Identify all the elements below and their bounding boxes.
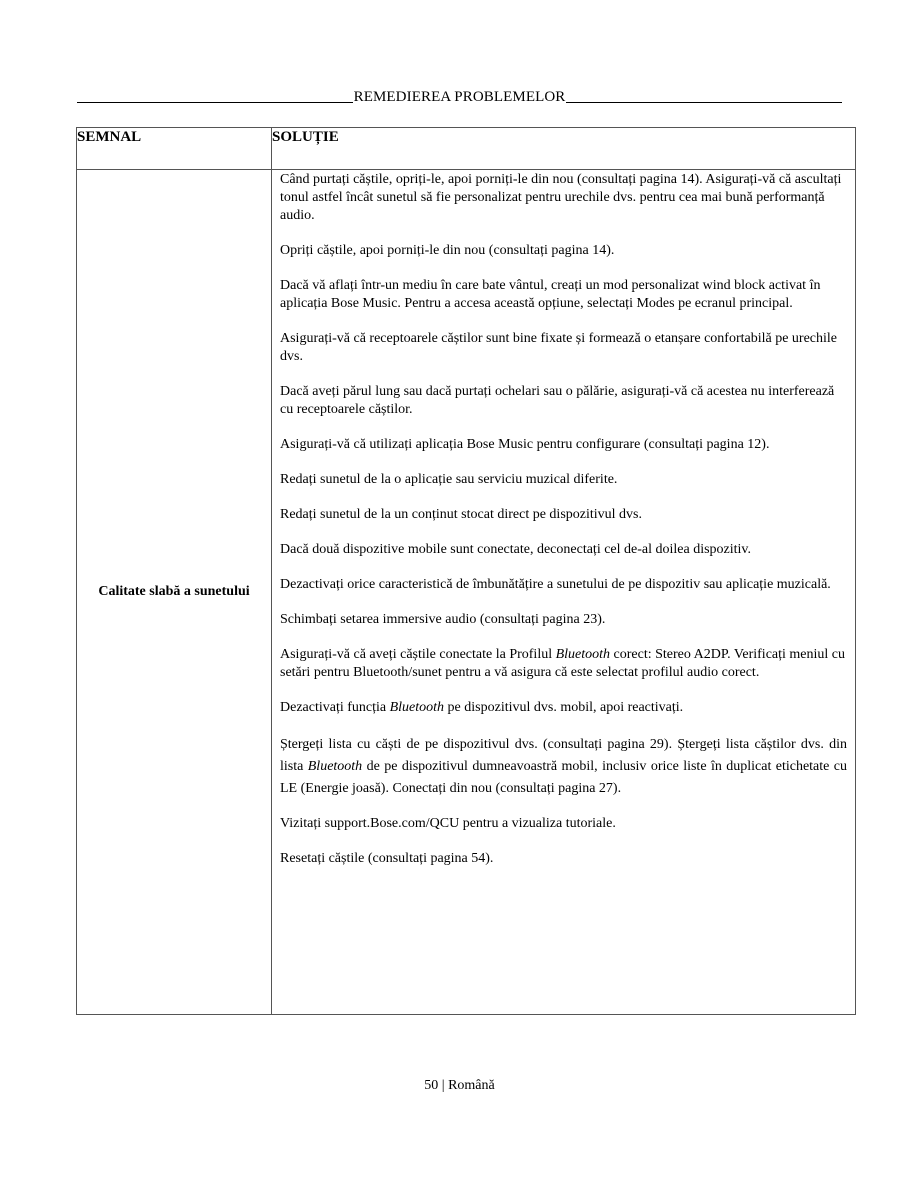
solution-item: Opriți căștile, apoi porniți-le din nou (consultați pagina 14). <box>280 243 615 258</box>
solution-item: Dacă vă aflați într-un mediu în care bate vântul, creați un mod personalizat wind block activat în aplicația Bose Music. Pentru a accesa această opțiune, selectați Modes pe ecranul principal. <box>280 278 821 311</box>
text-segment: corect: Stereo A2DP. Verificați meniul cu setări pentru Bluetooth/sunet pentru a vă asigura că este selectat profilul audio corect. <box>280 647 846 680</box>
solution-item: Când purtați căștile, opriți-le, apoi porniți-le din nou (consultați pagina 14). Asigurați-vă că ascultați tonul astfel încât sunetul să fie personalizat pentru urechile dvs. pentru cea mai bună performanță audio. <box>280 172 842 223</box>
text-segment: Ștergeți lista cu căști de pe dispozitivul dvs. (consultați pagina 29). Ștergeți lista căștilor dvs. din lista <box>280 737 847 774</box>
header-title: REMEDIEREA PROBLEMELOR <box>353 89 566 105</box>
bluetooth-term: Bluetooth <box>389 700 445 715</box>
bluetooth-term: Bluetooth <box>555 647 611 662</box>
footer-language: Română <box>448 1078 495 1093</box>
solution-item: Asigurați-vă că utilizați aplicația Bose Music pentru configurare (consultați pagina 12). <box>280 437 770 452</box>
solution-item-bluetooth-disable <box>280 699 847 717</box>
solution-item: Dacă două dispozitive mobile sunt conectate, deconectați cel de-al doilea dispozitiv. <box>280 542 752 557</box>
solution-item: Redați sunetul de la un conținut stocat direct pe dispozitivul dvs. <box>280 507 642 522</box>
text-segment: Asigurați-vă că aveți căștile conectate la Profilul <box>280 647 556 662</box>
table-header-row <box>77 128 856 170</box>
text-segment: Dezactivați funcția <box>280 700 390 715</box>
footer-separator: | <box>438 1078 449 1093</box>
solution-item: Resetați căștile (consultați pagina 54). <box>280 851 494 866</box>
solution-item-bluetooth-profile <box>280 646 847 682</box>
page-number: 50 <box>424 1078 439 1093</box>
signal-cell: Calitate slabă a sunetului <box>77 170 272 1015</box>
text-segment: pe dispozitivul dvs. mobil, apoi reactivați. <box>444 700 684 715</box>
solution-item: Vizitați support.Bose.com/QCU pentru a vizualiza tutoriale. <box>280 816 616 831</box>
column-header-solution: SOLUȚIE <box>272 128 856 170</box>
table-row <box>77 170 856 1015</box>
header-rule-right <box>566 102 842 103</box>
text-segment: de pe dispozitivul dumneavoastră mobil, inclusiv orice liste în duplicat etichetate cu LE (Energie joasă). Conectați din nou (consultați pagina 27). <box>280 759 847 796</box>
header-rule-left <box>77 102 353 103</box>
page-header <box>77 88 842 106</box>
page-footer <box>0 1078 919 1094</box>
solution-item: Redați sunetul de la o aplicație sau serviciu muzical diferite. <box>280 472 618 487</box>
solution-item: Dezactivați orice caracteristică de îmbunătățire a sunetului de pe dispozitiv sau aplicație muzicală. <box>280 577 831 592</box>
solution-item: Dacă aveți părul lung sau dacă purtați ochelari sau o pălărie, asigurați-vă că acestea nu interferează cu receptoarele căștilor. <box>280 384 835 417</box>
solution-item: Schimbați setarea immersive audio (consultați pagina 23). <box>280 612 606 627</box>
bluetooth-term: Bluetooth <box>307 759 363 774</box>
column-header-signal: SEMNAL <box>77 128 272 170</box>
solutions-cell <box>272 170 856 1015</box>
solution-item: Asigurați-vă că receptoarele căștilor sunt bine fixate și formează o etanșare confortabilă pe urechile dvs. <box>280 331 838 364</box>
troubleshooting-table <box>76 127 856 1015</box>
solution-item-delete-list <box>280 734 847 800</box>
